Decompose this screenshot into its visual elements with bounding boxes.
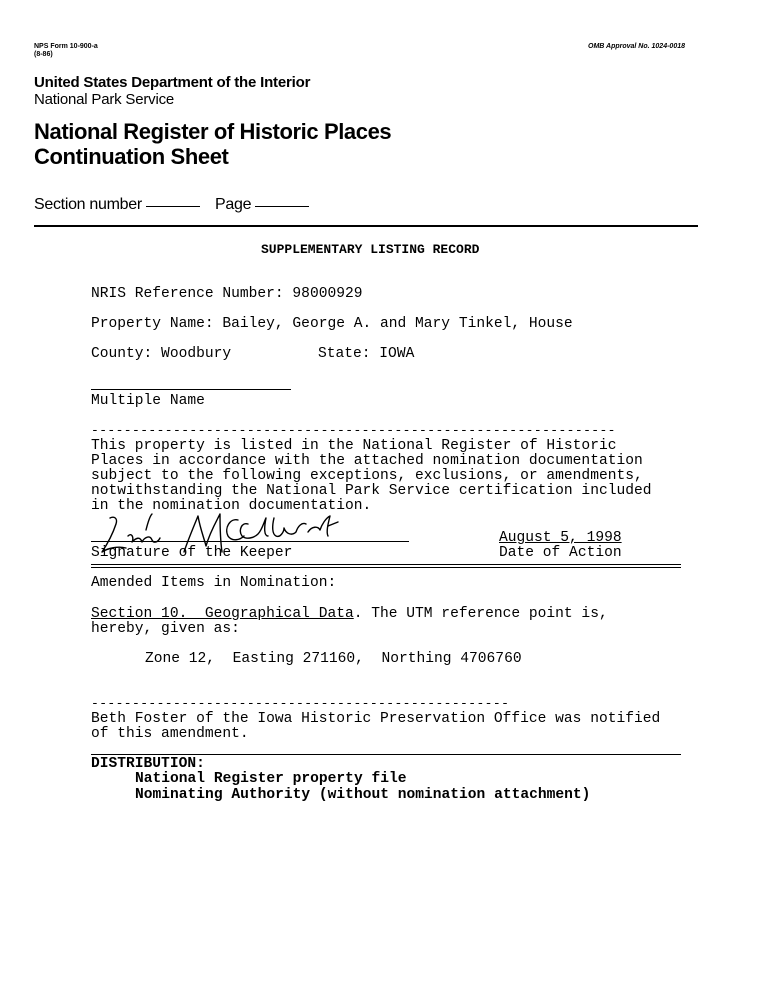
distribution-heading: DISTRIBUTION:: [91, 756, 205, 772]
omb-approval: OMB Approval No. 1024-0018: [588, 43, 685, 50]
nris-reference: NRIS Reference Number: 98000929: [91, 286, 363, 302]
form-id: NPS Form 10-900-a: [34, 43, 98, 50]
department-name: United States Department of the Interior: [34, 74, 311, 91]
signature-caption: Signature of the Keeper: [91, 545, 293, 561]
page-label: Page: [215, 196, 252, 213]
page-blank: [255, 205, 309, 207]
page-field: [215, 196, 309, 214]
form-title-line2: Continuation Sheet: [34, 144, 229, 169]
section-number-field: [34, 196, 200, 214]
utm-statement-line2: hereby, given as:: [91, 621, 240, 637]
county: County: Woodbury: [91, 346, 232, 362]
statement-line-1: This property is listed in the National Register of Historic: [91, 438, 617, 454]
signature-line: [91, 541, 409, 542]
dashed-divider: ----------------------------------------------------------------: [91, 423, 616, 438]
utm-values: Zone 12, Easting 271160, Northing 4706760: [145, 651, 522, 667]
utm-statement-line1: [91, 606, 608, 622]
dashed-divider-2: ---------------------------------------------------: [91, 696, 510, 711]
form-date: (8-86): [34, 51, 53, 58]
section-reference: Section 10. Geographical Data: [91, 606, 354, 622]
statement-line-2: Places in accordance with the attached nomination documentation: [91, 453, 643, 469]
distribution-rule: [91, 754, 681, 755]
multiple-name-line: [91, 389, 291, 390]
distribution-item: National Register property file: [135, 771, 407, 787]
double-rule-top: [91, 564, 681, 565]
record-heading: SUPPLEMENTARY LISTING RECORD: [261, 242, 480, 257]
double-rule-bottom: [91, 567, 681, 568]
notice-line-2: of this amendment.: [91, 726, 249, 742]
amended-heading: Amended Items in Nomination:: [91, 575, 337, 591]
action-date: August 5, 1998: [499, 530, 622, 546]
notice-line-1: Beth Foster of the Iowa Historic Preservation Office was notified: [91, 711, 661, 727]
statement-line-3: subject to the following exceptions, exclusions, or amendments,: [91, 468, 643, 484]
statement-line-5: in the nomination documentation.: [91, 498, 372, 514]
property-name: Property Name: Bailey, George A. and Mary Tinkel, House: [91, 316, 573, 332]
statement-line-4: notwithstanding the National Park Service certification included: [91, 483, 652, 499]
section-number-blank: [146, 205, 200, 207]
distribution-item: Nominating Authority (without nomination attachment): [135, 787, 591, 803]
utm-statement-rest: . The UTM reference point is,: [353, 606, 608, 622]
multiple-name-label: Multiple Name: [91, 393, 205, 409]
action-date-caption: Date of Action: [499, 545, 622, 561]
agency-name: National Park Service: [34, 91, 175, 108]
header-rule: [34, 225, 698, 227]
state: State: IOWA: [318, 346, 415, 362]
form-title-line1: National Register of Historic Places: [34, 119, 392, 144]
section-number-label: Section number: [34, 196, 142, 213]
